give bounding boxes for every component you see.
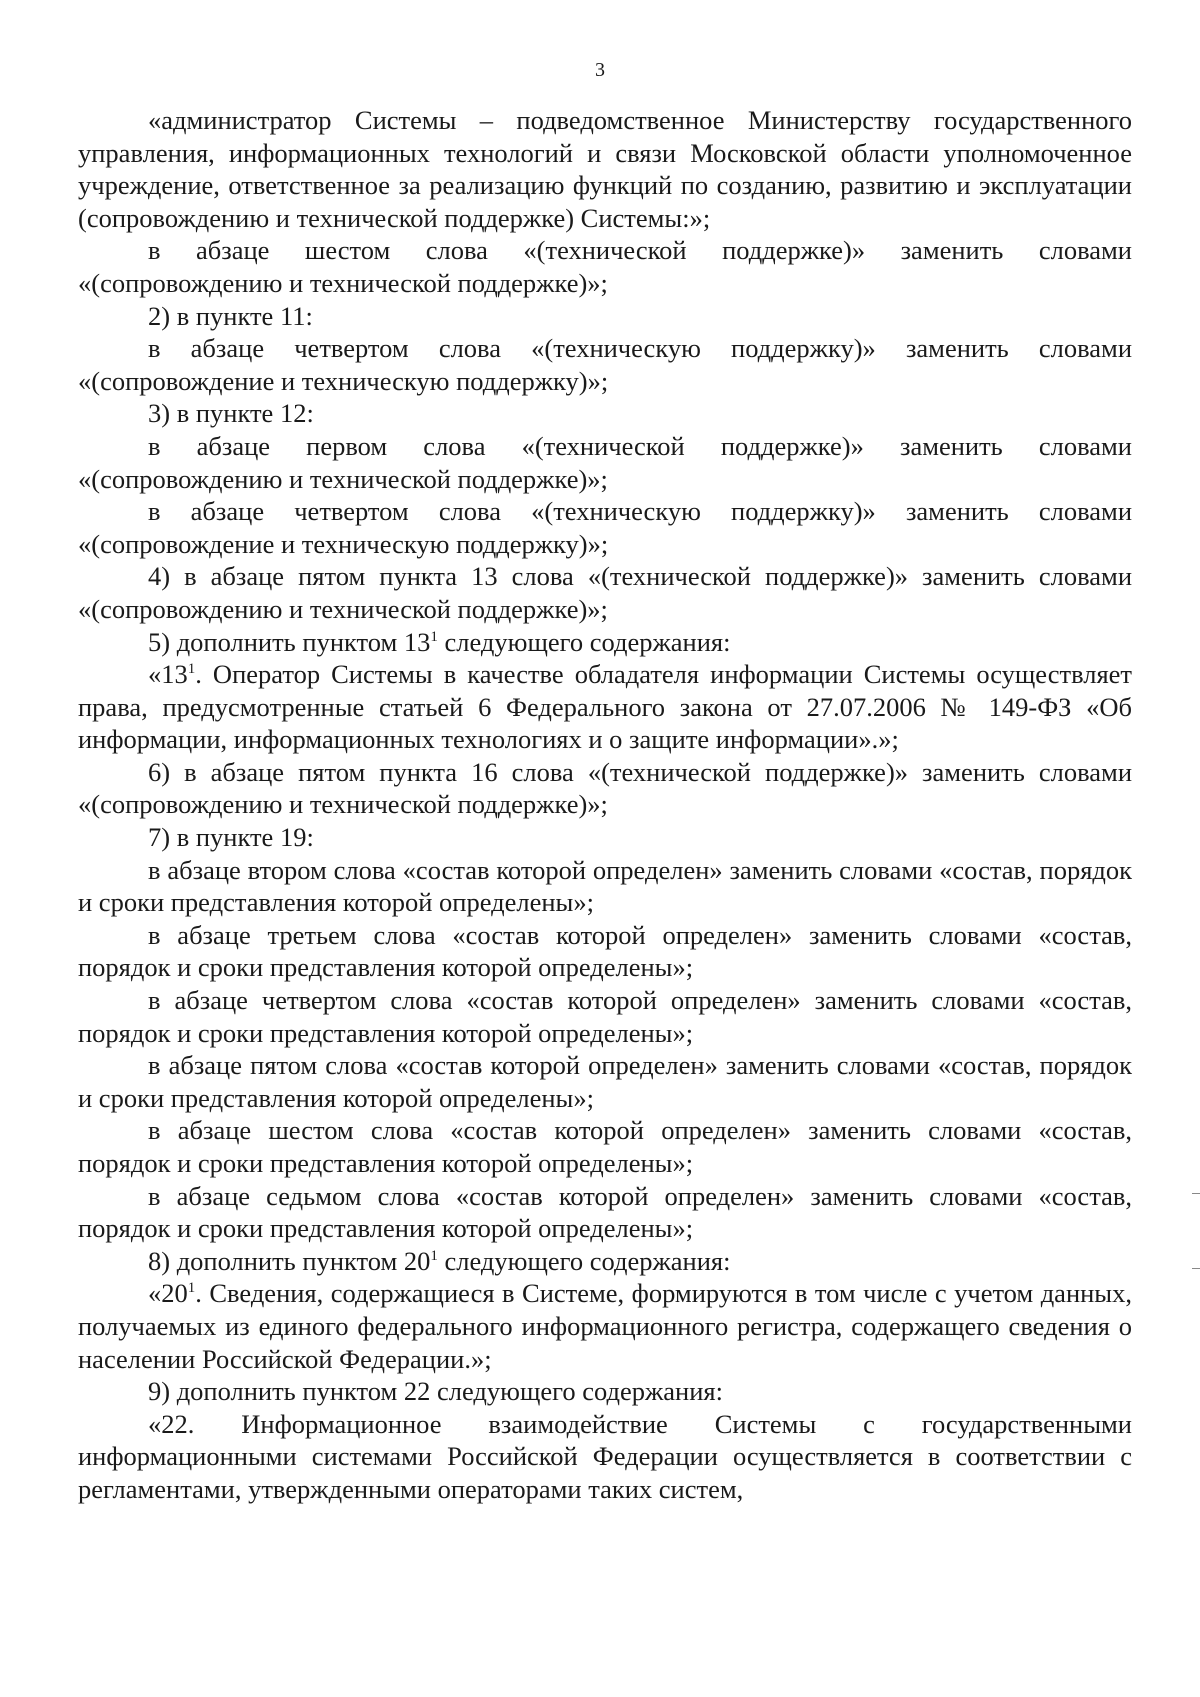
paragraph-text: 3) в пункте 12: (148, 398, 314, 429)
paragraph-point-20-1 (78, 1277, 1132, 1375)
paragraph-text: 5) дополнить пунктом 13 (148, 626, 431, 657)
paragraph-item-4 (78, 560, 1132, 625)
paragraph-amend-abzats-6 (78, 234, 1132, 299)
paragraph-text: 9) дополнить пунктом 22 следующего содержания: (148, 1376, 723, 1407)
paragraph-amend-19-abzats-5 (78, 1049, 1132, 1114)
paragraph-text: в абзаце четвертом слова «состав которой определен» заменить словами «состав, порядок и сроки представления которой определены»; (78, 985, 1132, 1048)
paragraph-text: в абзаце втором слова «состав которой определен» заменить словами «состав, порядок и сроки представления которой определены»; (78, 854, 1132, 918)
paragraph-text: 6) в абзаце пятом пункта 16 слова «(технической поддержке)» заменить словами «(сопровождению и технической поддержке)»; (78, 756, 1132, 820)
paragraph-text: в абзаце шестом слова «(технической поддержке)» заменить словами «(сопровождению и технической поддержке)»; (78, 235, 1132, 298)
paragraph-text: в абзаце третьем слова «состав которой определен» заменить словами «состав, порядок и сроки представления которой определены»; (78, 919, 1132, 983)
paragraph-text: в абзаце пятом слова «состав которой определен» заменить словами «состав, порядок и сроки представления которой определены»; (78, 1050, 1132, 1113)
superscript: 1 (187, 1280, 196, 1297)
paragraph-text: «13 (148, 659, 188, 690)
paragraph-text: в абзаце первом слова «(технической поддержке)» заменить словами «(сопровождению и технической поддержке)»; (78, 430, 1132, 494)
paragraph-item-3 (78, 397, 1132, 430)
paragraph-item-8 (78, 1245, 1132, 1278)
paragraph-administrator-definition (78, 104, 1132, 234)
paragraph-item-6 (78, 756, 1132, 821)
paragraph-text-continued: следующего содержания: (437, 1245, 731, 1276)
paragraph-text-continued: . Сведения, содержащиеся в Системе, формируются в том числе с учетом данных, получаемых из единого федерального информационного регистра, содержащего сведения о населении Российской Федерации.»; (78, 1278, 1132, 1374)
paragraph-amend-11-abzats-4 (78, 332, 1132, 397)
paragraph-amend-19-abzats-4 (78, 984, 1132, 1049)
paragraph-item-5 (78, 626, 1132, 659)
scan-edge-mark (1192, 1193, 1200, 1194)
paragraph-text: 2) в пункте 11: (148, 300, 313, 331)
superscript: 1 (430, 1247, 438, 1264)
paragraph-amend-12-abzats-1 (78, 430, 1132, 495)
paragraph-point-22 (78, 1408, 1132, 1506)
paragraph-text: в абзаце четвертом слова «(техническую поддержку)» заменить словами «(сопровождение и техническую поддержку)»; (78, 496, 1132, 559)
paragraph-text: 8) дополнить пунктом 20 (148, 1245, 431, 1276)
paragraph-amend-19-abzats-3 (78, 919, 1132, 984)
paragraph-amend-19-abzats-6 (78, 1114, 1132, 1179)
paragraph-text: 4) в абзаце пятом пункта 13 слова «(технической поддержке)» заменить словами «(сопровождению и технической поддержке)»; (78, 561, 1132, 624)
paragraph-item-2 (78, 300, 1132, 333)
paragraph-amend-19-abzats-7 (78, 1180, 1132, 1245)
paragraph-amend-12-abzats-4 (78, 495, 1132, 560)
paragraph-point-13-1 (78, 658, 1132, 756)
scan-edge-mark (1192, 1268, 1200, 1269)
paragraph-text: в абзаце четвертом слова «(техническую поддержку)» заменить словами «(сопровождение и техническую поддержку)»; (78, 333, 1132, 396)
paragraph-text: «администратор Системы – подведомственное Министерству государственного управления, информационных технологий и связи Московской области уполномоченное учреждение, ответственное за реализацию функций по созданию, развитию и эксплуатации (сопровождению и технической поддержке) Системы:»; (78, 105, 1132, 233)
page-number: 3 (595, 59, 605, 81)
paragraph-text-continued: следующего содержания: (437, 626, 731, 657)
paragraph-text: «22. Информационное взаимодействие Системы с государственными информационными системами Российской Федерации осуществляется в соответствии с регламентами, утвержденными операторами таких систем, (78, 1408, 1132, 1504)
paragraph-text-continued: . Оператор Системы в качестве обладателя информации Системы осуществляет права, предусмотренные статьей 6 Федерального закона от 27.07.2006 № 149-ФЗ «Об информации, информационных технологиях и о защите информации».»; (78, 659, 1132, 755)
paragraph-text: в абзаце шестом слова «состав которой определен» заменить словами «состав, порядок и сроки представления которой определены»; (78, 1115, 1132, 1178)
paragraph-item-7 (78, 821, 1132, 854)
document-body (78, 104, 1132, 1506)
paragraph-text: в абзаце седьмом слова «состав которой определен» заменить словами «состав, порядок и сроки представления которой определены»; (78, 1180, 1132, 1244)
paragraph-item-9 (78, 1375, 1132, 1408)
paragraph-text: 7) в пункте 19: (148, 822, 314, 853)
paragraph-text: «20 (148, 1278, 188, 1309)
paragraph-amend-19-abzats-2 (78, 854, 1132, 919)
superscript: 1 (430, 628, 438, 645)
superscript: 1 (187, 661, 196, 678)
